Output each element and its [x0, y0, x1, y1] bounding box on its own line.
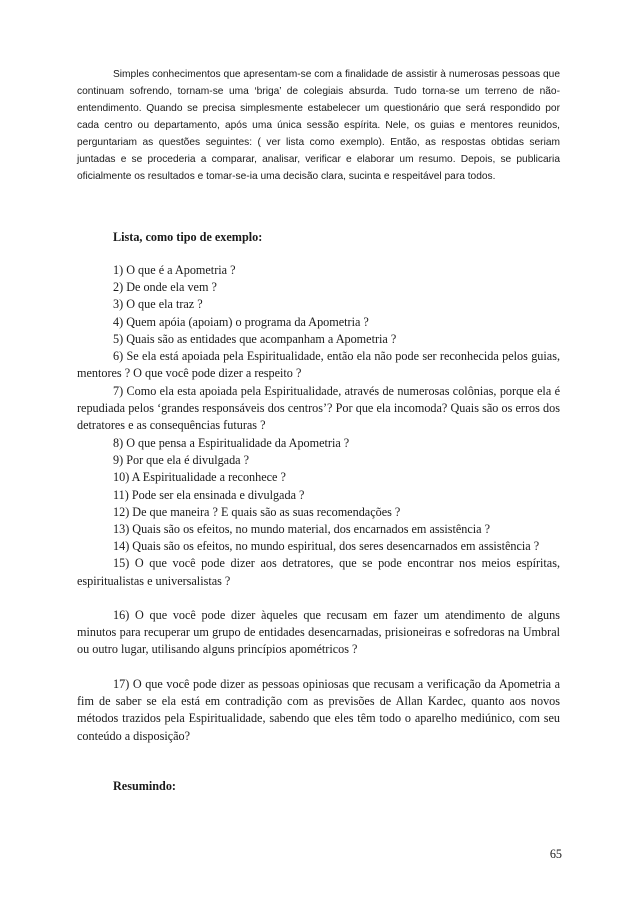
- question-item: 16) O que você pode dizer àqueles que recusam em fazer um atendimento de alguns minutos para recuperar um grupo de entidades desencarnadas, prisioneiras e sofredoras na Umbral ou outro lugar, utilisando alguns princípios apométricos ?: [77, 608, 560, 657]
- question-item: 13) Quais são os efeitos, no mundo material, dos encarnados em assistência ?: [113, 522, 491, 536]
- question-item: 11) Pode ser ela ensinada e divulgada ?: [113, 487, 305, 502]
- question-item: 3) O que ela traz ?: [113, 297, 203, 312]
- question-group-4: [77, 521, 560, 590]
- question-item: 6) Se ela está apoiada pela Espiritualidade, então ela não pode ser reconhecida pelos guias, mentores ? O que você pode dizer a respeito ?: [77, 349, 560, 381]
- intro-paragraph: [77, 66, 560, 185]
- question-item: 8) O que pensa a Espiritualidade da Apometria ?: [113, 436, 350, 450]
- question-item: 7) Como ela esta apoiada pela Espiritualidade, através de numerosas colônias, porque ela é repudiada pelos ‘grandes responsáveis dos centros’? Por que ela incomoda? Quais são os erros dos detratores e as consequências futuras ?: [77, 383, 560, 433]
- question-group-2: [77, 331, 560, 434]
- question-item: 2) De onde ela vem ?: [113, 280, 217, 295]
- question-item: 9) Por que ela é divulgada ?: [113, 453, 250, 468]
- question-item: 5) Quais são as entidades que acompanham a Apometria ?: [113, 332, 397, 346]
- question-16: [77, 607, 560, 659]
- question-group-3: [77, 435, 560, 521]
- list-heading-text: Lista, como tipo de exemplo:: [113, 230, 263, 244]
- question-item: 15) O que você pode dizer aos detratores, que se pode encontrar nos meios espíritas, espiritualistas e universalistas ?: [77, 556, 560, 588]
- list-heading: [77, 229, 560, 246]
- page-number: 65: [549, 847, 562, 861]
- question-item: 14) Quais são os efeitos, no mundo espiritual, dos seres desencarnados em assistência ?: [113, 539, 540, 554]
- question-item: 4) Quem apóia (apoiam) o programa da Apometria ?: [113, 314, 369, 329]
- question-item: 10) A Espiritualidade a reconhece ?: [113, 470, 286, 485]
- intro-text: Simples conhecimentos que apresentam-se com a finalidade de assistir à numerosas pessoas que continuam sofrendo, tornam-se uma ‘briga’ de colegiais absurda. Tudo torna-se um terreno de não-entendimento. Quando se precisa simplesmente estabelecer um questionário que será respondido por cada centro ou departamento, após uma única sessão espírita. Nele, os guias e mentores reunidos, perguntariam as questões seguintes: ( ver lista como exemplo). Então, as respostas obtidas seriam juntadas e se procederia a comparar, analisar, verificar e elaborar um resumo. Depois, se publicaria oficialmente os resultados e tomar-se-ia uma decisão clara, sucinta e respeitável para todos.: [77, 69, 560, 182]
- summary-heading-text: Resumindo:: [113, 779, 176, 793]
- question-item: 1) O que é a Apometria ?: [113, 263, 236, 277]
- summary-heading: [77, 778, 560, 795]
- question-item: 12) De que maneira ? E quais são as suas recomendações ?: [113, 504, 401, 519]
- question-17: [77, 676, 560, 745]
- question-item: 17) O que você pode dizer as pessoas opiniosas que recusam a verificação da Apometria a fim de saber se ela está em contradição com as previsões de Allan Kardec, quanto aos novos métodos trazidos pela Espiritualidade, sabendo que eles têm todo o aparelho mediúnico, com seu conteúdo a disposição?: [77, 677, 560, 743]
- question-group-1: [77, 262, 560, 331]
